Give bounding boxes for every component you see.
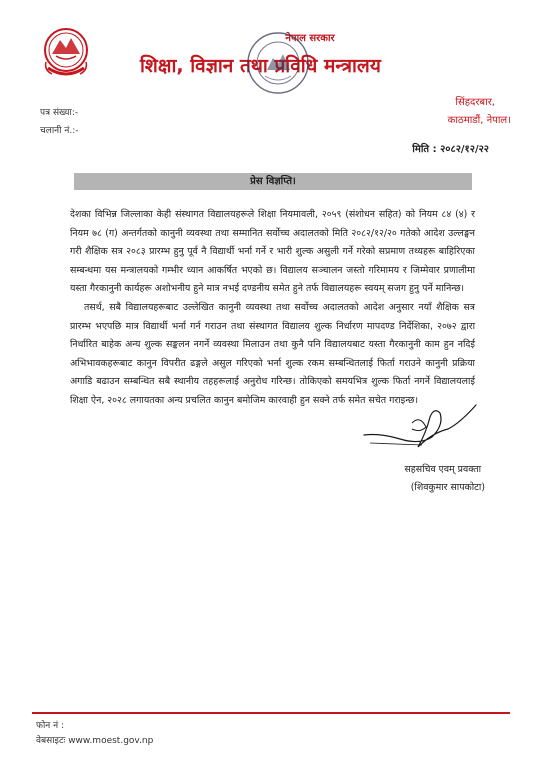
body-paragraph-2: तसर्थ, सबै विद्यालयहरूबाट उल्लेखित कानुनी व्यवस्था तथा सर्वोच्च अदालतको आदेश अनुसार नयाँ शैक्षिक सत्र प्रारम्भ भएपछि मात्र विद्यार्थी भर्ना गर्न गराउन तथा संस्थागत विद्यालय शुल्क निर्धारण मापदण्ड निर्देशिका, २०७२ द्वारा निर्धारित बाहेक अन्य शुल्क सङ्कलन नगर्ने व्यवस्था मिलाउन तथा कुनै पनि विद्यालयबाट यस्ता गैरकानुनी काम हुन नदिई अभिभावकहरूबाट कानुन विपरीत ढङ्गले असुल गरिएको भर्ना शुल्क रकम सम्बन्धितलाई फिर्ता गराउने कानुनी प्रक्रिया अगाडि बढाउन सम्बन्धित सबै स्थानीय तहहरूलाई अनुरोध गरिन्छ। तोकिएको समयभित्र शुल्क फिर्ता नगर्ने विद्यालयलाई शिक्षा ऐन, २०२८ लगायतका अन्य प्रचलित कानुन बमोजिम कारवाही हुन सक्ने तर्फ समेत सचेत गराइन्छ। xyxy=(70,301,475,406)
letter-date: मिति : २०८२/१२/२२ xyxy=(412,144,489,155)
location-line-2: काठमाडौं, नेपाल। xyxy=(447,115,511,126)
letter-number-label: पत्र संख्या:- xyxy=(40,108,79,118)
nepal-emblem-icon xyxy=(40,26,92,82)
signatory-title: सहसचिव एवम् प्रवक्ता xyxy=(404,464,481,475)
notice-title: प्रेस विज्ञप्ति। xyxy=(74,173,472,190)
notice-body xyxy=(70,206,475,411)
government-heading: नेपाल सरकार xyxy=(285,33,335,44)
signatory-name: (शिवकुमार सापकोटा) xyxy=(410,482,485,493)
footer-website: वेबसाइटः www.moest.gov.np xyxy=(36,736,154,746)
dispatch-number-label: चलानी नं.:- xyxy=(40,126,79,136)
handwritten-signature xyxy=(360,403,478,453)
location-line-1: सिंहदरबार, xyxy=(455,97,495,108)
footer-phone: फोन नं : xyxy=(36,721,65,731)
office-seal-stamp xyxy=(245,30,311,96)
body-paragraph-1: देशका विभिन्न जिल्लाका केही संस्थागत विद्यालयहरूले शिक्षा नियमावली, २०५९ (संशोधन सहित) को नियम ८४ (४) र नियम ७८ (ग) अन्तर्गतको कानुनी व्यवस्था तथा सम्मानित सर्वोच्च अदालतको मिति २०८२/१२/२० गतेको आदेश उल्लङ्घन गरी शैक्षिक सत्र २०८३ प्रारम्भ हुनु पूर्व नै विद्यार्थी भर्ना गर्ने र भारी शुल्क असुली गर्ने गरेको सप्रमाण तथ्यहरू बाहिरिएका सम्बन्धमा यस मन्त्रालयको गम्भीर ध्यान आकर्षित भएको छ। विद्यालय सञ्चालन जस्तो गरिमामय र जिम्मेवार प्रणालीमा यस्ता गैरकानुनी कार्यहरू अशोभनीय हुने मात्र नभई दण्डनीय समेत हुने तर्फ विद्यालयहरू स्वयम् सजग हुनु पर्ने मानिन्छ। xyxy=(70,209,475,295)
ministry-name: शिक्षा, विज्ञान तथा प्रविधि मन्त्रालय xyxy=(140,55,381,77)
letter-reference xyxy=(40,104,78,140)
footer-divider xyxy=(32,712,510,714)
